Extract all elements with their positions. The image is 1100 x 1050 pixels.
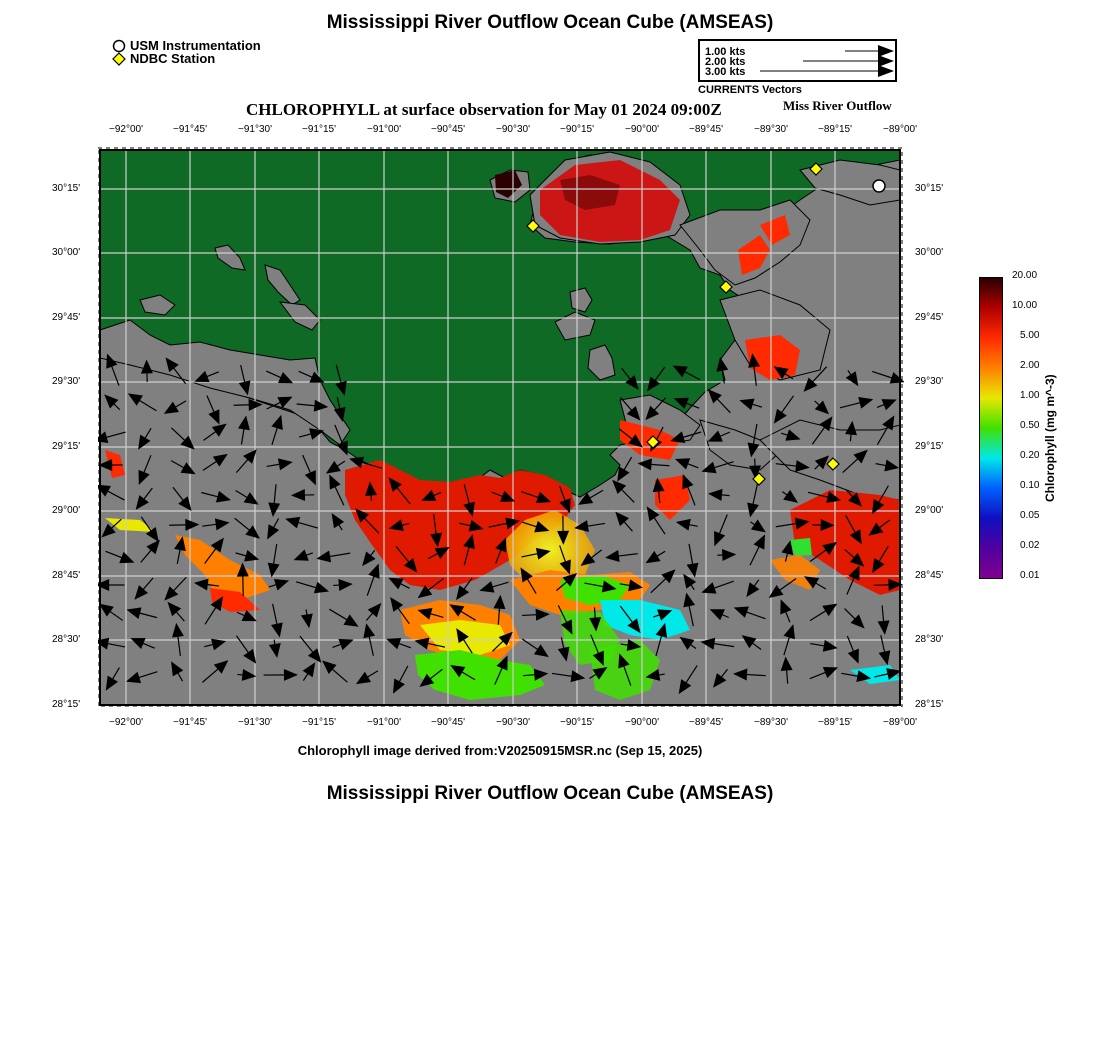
vector-key-row: 2.00 kts <box>705 56 746 68</box>
colorbar-tick: 2.00 <box>1020 360 1040 371</box>
lon-tick: −89°45' <box>689 717 723 728</box>
lon-tick: −90°15' <box>560 124 594 135</box>
lon-tick: −90°45' <box>431 124 465 135</box>
source-note: Chlorophyll image derived from:V20250915MSR.nc (Sep 15, 2025) <box>297 743 703 758</box>
lat-tick: 29°30' <box>915 376 944 387</box>
colorbar-tick: 0.01 <box>1020 570 1040 581</box>
secondary-title: Mississippi River Outflow Ocean Cube (AMSEAS) <box>326 783 774 804</box>
lon-tick: −90°30' <box>496 124 530 135</box>
vector-key-row: 1.00 kts <box>705 46 746 58</box>
lon-tick: −92°00' <box>109 717 143 728</box>
legend-ndbc-label: NDBC Station <box>130 51 216 66</box>
lat-tick: 30°15' <box>915 183 944 194</box>
lat-tick: 29°30' <box>52 376 81 387</box>
lon-tick: −90°15' <box>560 717 594 728</box>
lon-tick: −89°00' <box>883 717 917 728</box>
map-canvas <box>98 147 904 707</box>
vector-key-arrows <box>700 41 895 80</box>
colorbar-tick: 0.02 <box>1020 540 1040 551</box>
lon-tick: −91°30' <box>238 124 272 135</box>
lat-tick: 29°45' <box>52 312 81 323</box>
lat-tick: 29°45' <box>915 312 944 323</box>
map-subtitle: CHLOROPHYLL at surface observation for May 01 2024 09:00Z <box>246 100 722 119</box>
lat-tick: 28°30' <box>915 634 944 645</box>
colorbar-tick: 0.50 <box>1020 420 1040 431</box>
lat-tick: 28°30' <box>52 634 81 645</box>
colorbar-tick: 5.00 <box>1020 330 1040 341</box>
lat-tick: 28°45' <box>52 570 81 581</box>
yellow-diamond-icon <box>112 52 126 66</box>
lon-tick: −89°30' <box>754 717 788 728</box>
lon-tick: −92°00' <box>109 124 143 135</box>
marker-legend <box>112 38 261 66</box>
lat-tick: 29°00' <box>52 505 81 516</box>
usm-instrument-marker <box>873 180 885 192</box>
lon-tick: −89°15' <box>818 717 852 728</box>
open-circle-icon <box>112 39 126 53</box>
lon-tick: −89°30' <box>754 124 788 135</box>
lon-tick: −91°45' <box>173 717 207 728</box>
colorbar-tick: 10.00 <box>1012 300 1038 311</box>
lon-tick: −90°00' <box>625 124 659 135</box>
colorbar-tick: 0.05 <box>1020 510 1040 521</box>
lon-tick: −89°45' <box>689 124 723 135</box>
lon-tick: −89°15' <box>818 124 852 135</box>
lon-tick: −91°15' <box>302 124 336 135</box>
colorbar-tick: 0.20 <box>1020 450 1040 461</box>
legend-ndbc <box>112 51 261 66</box>
lon-tick: −91°00' <box>367 717 401 728</box>
colorbar-tick: 0.10 <box>1020 480 1040 491</box>
lat-tick: 30°00' <box>52 247 81 258</box>
lon-tick: −91°15' <box>302 717 336 728</box>
lon-tick: −90°30' <box>496 717 530 728</box>
legend-usm-label: USM Instrumentation <box>130 38 261 53</box>
vector-key <box>698 39 897 82</box>
lat-tick: 30°15' <box>52 183 81 194</box>
vector-key-row: 3.00 kts <box>705 66 746 78</box>
lat-tick: 29°00' <box>915 505 944 516</box>
lat-tick: 29°15' <box>52 441 81 452</box>
lat-tick: 29°15' <box>915 441 944 452</box>
lat-tick: 28°15' <box>52 699 81 710</box>
lon-tick: −90°00' <box>625 717 659 728</box>
lon-tick: −90°45' <box>431 717 465 728</box>
lon-tick: −89°00' <box>883 124 917 135</box>
colorbar <box>979 277 1003 579</box>
lat-tick: 28°15' <box>915 699 944 710</box>
page-title: Mississippi River Outflow Ocean Cube (AMSEAS) <box>326 12 774 33</box>
colorbar-tick: 1.00 <box>1020 390 1040 401</box>
lat-tick: 28°45' <box>915 570 944 581</box>
lon-tick: −91°00' <box>367 124 401 135</box>
lat-tick: 30°00' <box>915 247 944 258</box>
lon-labels-bottom <box>0 717 1100 731</box>
colorbar-title: Chlorophyll (mg m^-3) <box>1043 374 1057 502</box>
region-label: Miss River Outflow <box>783 98 892 113</box>
vector-key-caption: CURRENTS Vectors <box>698 84 802 96</box>
lon-labels-top <box>0 124 1100 138</box>
lon-tick: −91°45' <box>173 124 207 135</box>
lon-tick: −91°30' <box>238 717 272 728</box>
colorbar-tick: 20.00 <box>1012 270 1038 281</box>
